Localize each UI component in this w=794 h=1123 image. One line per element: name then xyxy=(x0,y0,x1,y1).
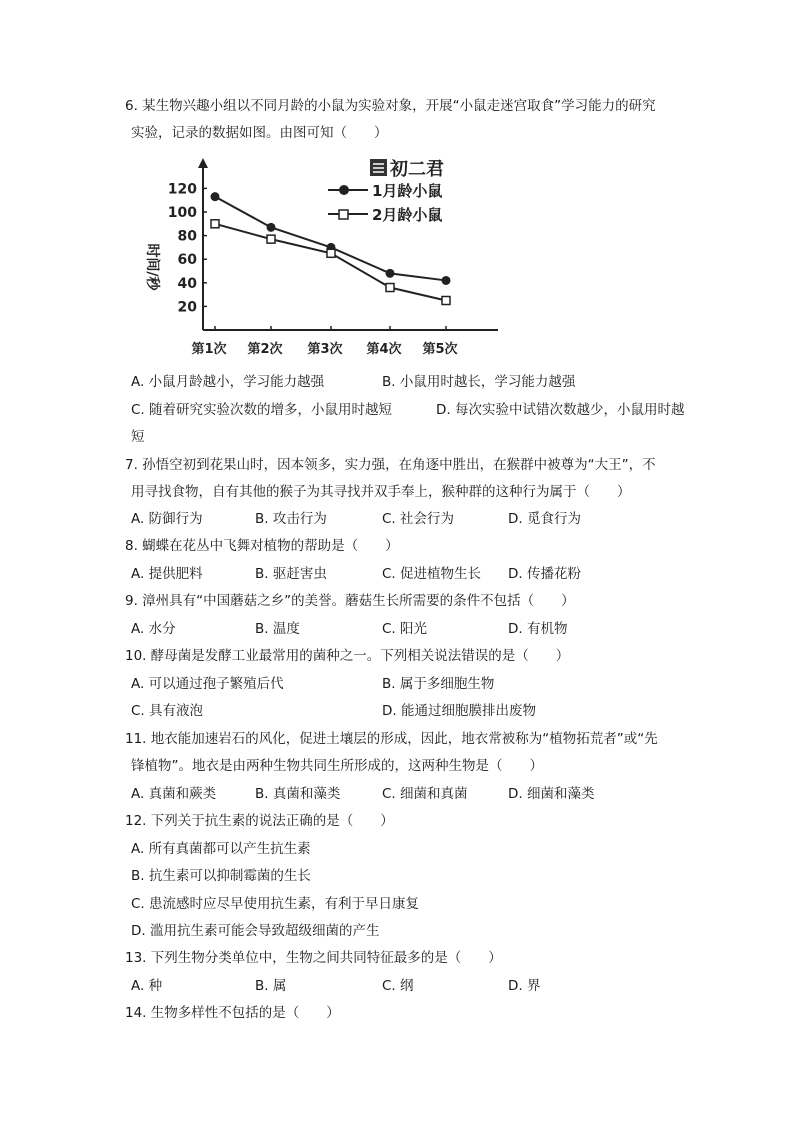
watermark xyxy=(370,158,444,180)
y-tick-label: 100 xyxy=(167,205,197,221)
series-2-point xyxy=(267,235,275,243)
x-tick-label: 第4次 xyxy=(366,342,402,357)
q11-option-b[interactable]: B. 真菌和藻类 xyxy=(255,786,341,802)
q13-stem: 13. 下列生物分类单位中，生物之间共同特征最多的是（ ） xyxy=(125,950,502,966)
series-1-point xyxy=(267,223,276,232)
y-tick-label: 60 xyxy=(177,252,197,269)
x-tick-label: 第5次 xyxy=(422,342,458,357)
q11-option-c[interactable]: C. 细菌和真菌 xyxy=(382,786,468,802)
q7-option-d[interactable]: D. 觅食行为 xyxy=(508,511,581,527)
q9-option-b[interactable]: B. 温度 xyxy=(255,621,300,637)
q11-option-a[interactable]: A. 真菌和蕨类 xyxy=(131,786,217,802)
series-2-point xyxy=(211,220,219,228)
q6-option-a[interactable]: A. 小鼠月龄越小，学习能力越强 xyxy=(131,374,325,390)
q9-option-a[interactable]: A. 水分 xyxy=(131,621,176,637)
q8-option-d[interactable]: D. 传播花粉 xyxy=(508,566,581,582)
q10-option-b[interactable]: B. 属于多细胞生物 xyxy=(382,676,495,692)
watermark-text: 初二君 xyxy=(390,159,444,180)
q9-option-d[interactable]: D. 有机物 xyxy=(508,621,568,637)
q13-option-d[interactable]: D. 界 xyxy=(508,978,541,994)
q8-option-c[interactable]: C. 促进植物生长 xyxy=(382,566,482,582)
q6-option-d[interactable]: D. 每次实验中试错次数越少，小鼠用时越 xyxy=(436,402,685,418)
q9-option-c[interactable]: C. 阳光 xyxy=(382,621,428,637)
q7-option-a[interactable]: A. 防御行为 xyxy=(131,511,203,527)
q9-stem: 9. 漳州具有“中国蘑菇之乡”的美誉。蘑菇生长所需要的条件不包括（ ） xyxy=(125,593,575,609)
q8-stem: 8. 蝴蝶在花丛中飞舞对植物的帮助是（ ） xyxy=(125,538,399,554)
y-axis-arrow xyxy=(198,158,208,168)
q11-option-d[interactable]: D. 细菌和藻类 xyxy=(508,786,595,802)
legend-label-1: 1月龄小鼠 xyxy=(372,182,443,200)
q13-option-a[interactable]: A. 种 xyxy=(131,978,163,994)
series-line-2 xyxy=(215,224,446,301)
q12-option-b[interactable]: B. 抗生素可以抑制霉菌的生长 xyxy=(131,868,311,884)
legend-marker-1 xyxy=(339,185,349,195)
q6-option-d-continued: 短 xyxy=(131,429,145,445)
q12-option-a[interactable]: A. 所有真菌都可以产生抗生素 xyxy=(131,841,311,857)
q6-option-c[interactable]: C. 随着研究实验次数的增多，小鼠用时越短 xyxy=(131,402,393,418)
x-tick-label: 第1次 xyxy=(191,342,227,357)
x-tick-label: 第2次 xyxy=(247,342,283,357)
q12-option-d[interactable]: D. 滥用抗生素可能会导致超级细菌的产生 xyxy=(131,923,380,939)
q14-stem: 14. 生物多样性不包括的是（ ） xyxy=(125,1005,340,1021)
series-1-point xyxy=(442,276,451,285)
legend-marker-2 xyxy=(339,210,348,219)
q8-option-a[interactable]: A. 提供肥料 xyxy=(131,566,203,582)
q10-option-d[interactable]: D. 能通过细胞膜排出废物 xyxy=(382,703,536,719)
x-tick-label: 第3次 xyxy=(307,342,343,357)
q10-option-c[interactable]: C. 具有液泡 xyxy=(131,703,204,719)
series-1-point xyxy=(386,269,395,278)
series-1-point xyxy=(211,192,220,201)
q13-option-c[interactable]: C. 纲 xyxy=(382,978,414,994)
q12-option-c[interactable]: C. 患流感时应尽早使用抗生素，有利于早日康复 xyxy=(131,896,420,912)
y-tick-label: 120 xyxy=(167,181,197,198)
y-axis-label: 时间/秒 xyxy=(144,243,160,291)
series-2-point xyxy=(386,284,394,292)
q6-option-b[interactable]: B. 小鼠用时越长，学习能力越强 xyxy=(382,374,576,390)
q12-stem: 12. 下列关于抗生素的说法正确的是（ ） xyxy=(125,813,394,829)
q8-option-b[interactable]: B. 驱赶害虫 xyxy=(255,566,327,582)
q13-option-b[interactable]: B. 属 xyxy=(255,978,287,994)
q7-stem-line1: 7. 孙悟空初到花果山时，因本领多，实力强，在角逐中胜出，在猴群中被尊为“大王”，不 xyxy=(125,457,656,473)
q7-option-c[interactable]: C. 社会行为 xyxy=(382,511,455,527)
y-tick-label: 40 xyxy=(177,275,197,292)
y-tick-label: 80 xyxy=(177,228,197,245)
q10-option-a[interactable]: A. 可以通过孢子繁殖后代 xyxy=(131,676,284,692)
y-tick-label: 20 xyxy=(177,299,197,316)
q7-option-b[interactable]: B. 攻击行为 xyxy=(255,511,327,527)
q6-stem-line1: 6. 某生物兴趣小组以不同月龄的小鼠为实验对象，开展“小鼠走迷宫取食”学习能力的研究 xyxy=(125,98,656,114)
q7-stem-line2: 用寻找食物，自有其他的猴子为其寻找并双手奉上，猴种群的这种行为属于（ ） xyxy=(131,484,631,500)
series-2-point xyxy=(442,297,450,305)
q6-stem-line2: 实验，记录的数据如图。由图可知（ ） xyxy=(131,125,388,141)
q11-stem-line2: 锋植物”。地衣是由两种生物共同生所形成的，这两种生物是（ ） xyxy=(131,758,543,774)
series-2-point xyxy=(327,249,335,257)
q11-stem-line1: 11. 地衣能加速岩石的风化，促进土壤层的形成，因此，地衣常被称为“植物拓荒者”或“先 xyxy=(125,731,658,747)
q6-line-chart xyxy=(128,150,508,365)
q10-stem: 10. 酵母菌是发酵工业最常用的菌种之一。下列相关说法错误的是（ ） xyxy=(125,648,570,664)
legend-label-2: 2月龄小鼠 xyxy=(372,206,443,224)
